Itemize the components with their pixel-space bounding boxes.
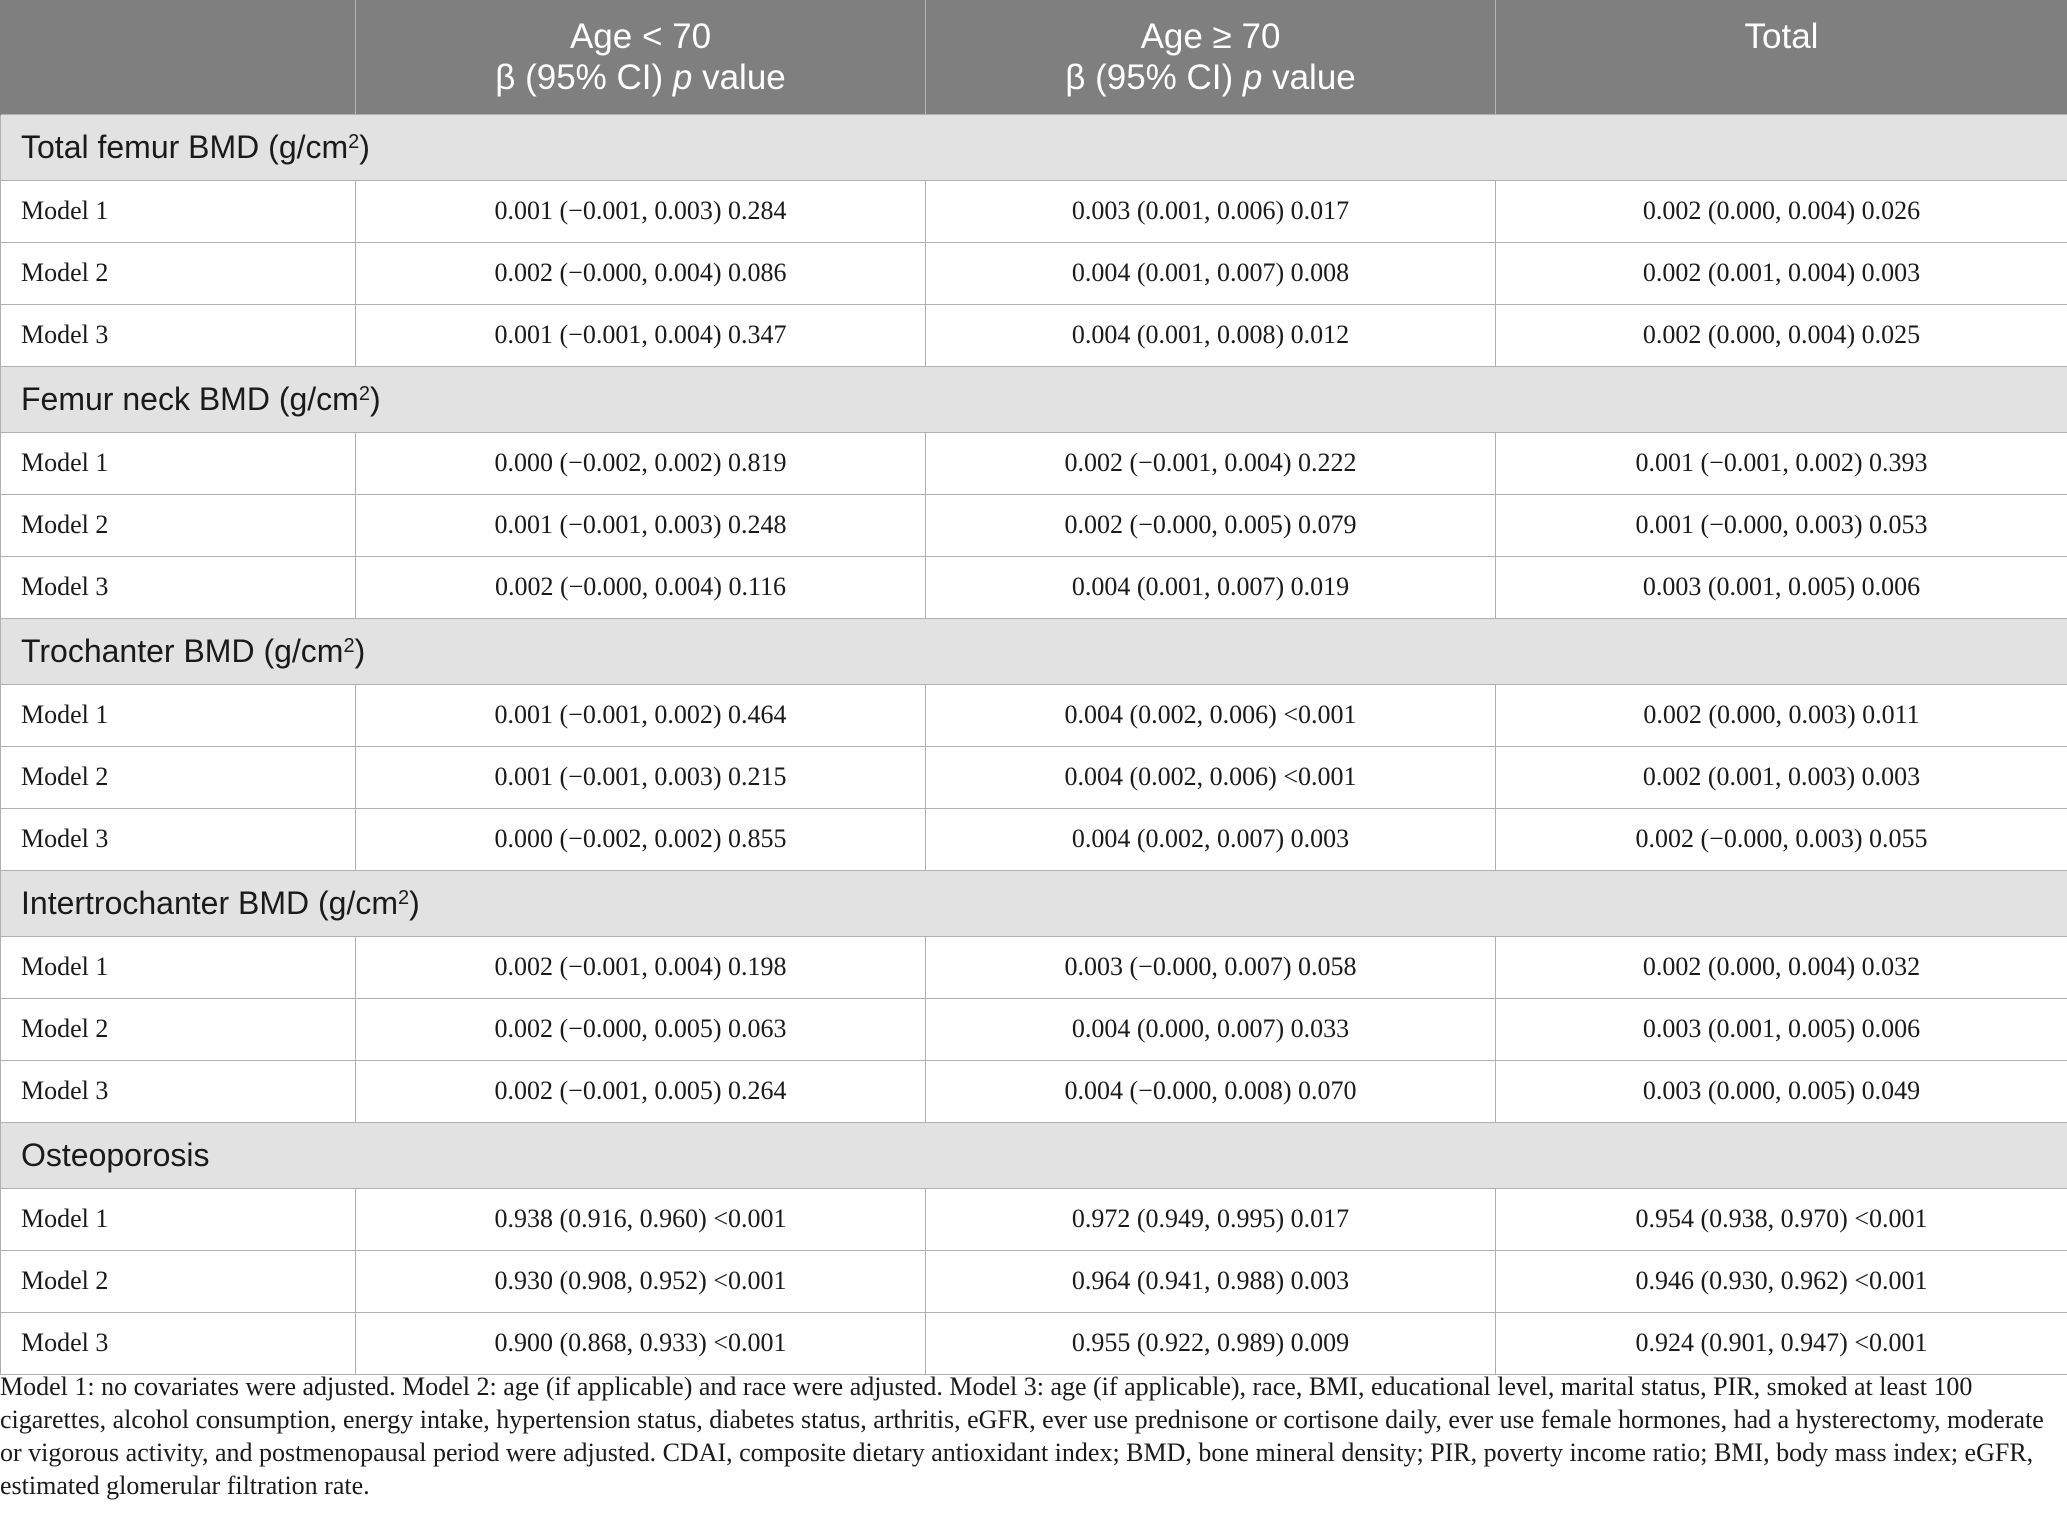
table-row [1, 242, 2067, 304]
age-70-plus-cell: 0.003 (0.001, 0.006) 0.017 [926, 180, 1496, 242]
model-cell: Model 1 [1, 180, 356, 242]
value-label: value [692, 58, 786, 97]
header-age-70-plus [926, 0, 1496, 114]
section-title [1, 114, 2067, 180]
total-cell: 0.002 (0.000, 0.004) 0.026 [1496, 180, 2067, 242]
table-row [1, 494, 2067, 556]
table-header [1, 0, 2067, 114]
age-70-plus-cell: 0.004 (0.002, 0.007) 0.003 [926, 808, 1496, 870]
table-row [1, 936, 2067, 998]
section-title [1, 366, 2067, 432]
header-age-under-70-line2 [364, 57, 917, 98]
section-title-text: Intertrochanter BMD (g/cm [21, 884, 398, 921]
age-70-plus-cell: 0.004 (0.002, 0.006) <0.001 [926, 746, 1496, 808]
table-row [1, 684, 2067, 746]
table-row [1, 180, 2067, 242]
table-row [1, 998, 2067, 1060]
age-under-70-cell: 0.002 (−0.000, 0.005) 0.063 [356, 998, 926, 1060]
table-row [1, 1312, 2067, 1374]
model-cell: Model 3 [1, 808, 356, 870]
total-cell: 0.001 (−0.001, 0.002) 0.393 [1496, 432, 2067, 494]
age-70-plus-cell: 0.004 (0.000, 0.007) 0.033 [926, 998, 1496, 1060]
age-70-plus-cell: 0.004 (−0.000, 0.008) 0.070 [926, 1060, 1496, 1122]
total-cell: 0.954 (0.938, 0.970) <0.001 [1496, 1188, 2067, 1250]
table-footnote: Model 1: no covariates were adjusted. Model 2: age (if applicable) and race were adjusted. Model 3: age (if applicable), race, BMI, educational level, marital status, PIR, smoked at least 100 cigarettes, alcohol consumption, energy intake, hypertension status, diabetes status, arthritis, eGFR, ever use prednisone or cortisone daily, ever use female hormones, had a hysterectomy, moderate or vigorous activity, and postmenopausal period were adjusted. CDAI, composite dietary antioxidant index; BMD, bone mineral density; PIR, poverty income ratio; BMI, body mass index; eGFR, estimated glomerular filtration rate. [0, 1372, 2044, 1500]
section-title-sup: 2 [343, 634, 355, 657]
table-row [1, 304, 2067, 366]
p-italic: p [672, 58, 693, 97]
total-cell: 0.002 (−0.000, 0.003) 0.055 [1496, 808, 2067, 870]
section-title-sup: 2 [398, 886, 410, 909]
section-title [1, 1122, 2067, 1188]
p-italic: p [1242, 58, 1263, 97]
age-70-plus-cell: 0.004 (0.002, 0.006) <0.001 [926, 684, 1496, 746]
table-row [1, 1060, 2067, 1122]
total-cell: 0.002 (0.000, 0.004) 0.025 [1496, 304, 2067, 366]
header-row [1, 0, 2067, 114]
age-under-70-cell: 0.001 (−0.001, 0.003) 0.248 [356, 494, 926, 556]
section-title-text: Osteoporosis [21, 1136, 210, 1173]
age-70-plus-cell: 0.972 (0.949, 0.995) 0.017 [926, 1188, 1496, 1250]
section-header-row [1, 114, 2067, 180]
age-70-plus-cell: 0.955 (0.922, 0.989) 0.009 [926, 1312, 1496, 1374]
section-title-sup: 2 [358, 382, 370, 405]
total-cell: 0.002 (0.001, 0.003) 0.003 [1496, 746, 2067, 808]
section-title-sup: 2 [348, 130, 360, 153]
table-body [1, 114, 2067, 1374]
age-70-plus-cell: 0.003 (−0.000, 0.007) 0.058 [926, 936, 1496, 998]
section-title-close: ) [354, 632, 366, 669]
age-70-plus-cell: 0.964 (0.941, 0.988) 0.003 [926, 1250, 1496, 1312]
age-70-plus-cell: 0.004 (0.001, 0.008) 0.012 [926, 304, 1496, 366]
age-70-plus-cell: 0.004 (0.001, 0.007) 0.019 [926, 556, 1496, 618]
total-cell: 0.002 (0.001, 0.004) 0.003 [1496, 242, 2067, 304]
section-header-row [1, 870, 2067, 936]
header-age-under-70-line1: Age < 70 [569, 17, 712, 56]
model-cell: Model 3 [1, 556, 356, 618]
model-cell: Model 2 [1, 242, 356, 304]
model-cell: Model 1 [1, 1188, 356, 1250]
section-header-row [1, 1122, 2067, 1188]
model-cell: Model 3 [1, 1312, 356, 1374]
header-total [1496, 0, 2067, 114]
total-cell: 0.002 (0.000, 0.003) 0.011 [1496, 684, 2067, 746]
age-under-70-cell: 0.002 (−0.001, 0.004) 0.198 [356, 936, 926, 998]
age-under-70-cell: 0.000 (−0.002, 0.002) 0.855 [356, 808, 926, 870]
table-row [1, 808, 2067, 870]
header-blank-cell [1, 0, 356, 114]
age-under-70-cell: 0.938 (0.916, 0.960) <0.001 [356, 1188, 926, 1250]
total-cell: 0.001 (−0.000, 0.003) 0.053 [1496, 494, 2067, 556]
age-under-70-cell: 0.001 (−0.001, 0.003) 0.284 [356, 180, 926, 242]
section-title-text: Trochanter BMD (g/cm [21, 632, 344, 669]
beta-ci-label: β (95% CI) [1065, 58, 1243, 97]
section-header-row [1, 618, 2067, 684]
total-cell: 0.002 (0.000, 0.004) 0.032 [1496, 936, 2067, 998]
table-row [1, 1250, 2067, 1312]
section-title-close: ) [409, 884, 420, 921]
age-under-70-cell: 0.930 (0.908, 0.952) <0.001 [356, 1250, 926, 1312]
value-label: value [1262, 58, 1356, 97]
age-70-plus-cell: 0.004 (0.001, 0.007) 0.008 [926, 242, 1496, 304]
table-row [1, 746, 2067, 808]
table-row [1, 432, 2067, 494]
model-cell: Model 3 [1, 1060, 356, 1122]
header-total-label: Total [1744, 17, 1819, 56]
total-cell: 0.003 (0.000, 0.005) 0.049 [1496, 1060, 2067, 1122]
section-header-row [1, 366, 2067, 432]
model-cell: Model 3 [1, 304, 356, 366]
total-cell: 0.003 (0.001, 0.005) 0.006 [1496, 556, 2067, 618]
model-cell: Model 1 [1, 684, 356, 746]
age-70-plus-cell: 0.002 (−0.001, 0.004) 0.222 [926, 432, 1496, 494]
section-title [1, 870, 2067, 936]
section-title-close: ) [369, 380, 381, 417]
section-title-text: Femur neck BMD (g/cm [21, 380, 359, 417]
header-age-70-plus-line1: Age ≥ 70 [1140, 17, 1281, 56]
age-70-plus-cell: 0.002 (−0.000, 0.005) 0.079 [926, 494, 1496, 556]
age-under-70-cell: 0.001 (−0.001, 0.003) 0.215 [356, 746, 926, 808]
age-under-70-cell: 0.001 (−0.001, 0.002) 0.464 [356, 684, 926, 746]
age-under-70-cell: 0.000 (−0.002, 0.002) 0.819 [356, 432, 926, 494]
header-age-under-70 [356, 0, 926, 114]
table-row [1, 1188, 2067, 1250]
age-under-70-cell: 0.900 (0.868, 0.933) <0.001 [356, 1312, 926, 1374]
total-cell: 0.946 (0.930, 0.962) <0.001 [1496, 1250, 2067, 1312]
table-row [1, 556, 2067, 618]
model-cell: Model 2 [1, 494, 356, 556]
model-cell: Model 1 [1, 432, 356, 494]
age-under-70-cell: 0.001 (−0.001, 0.004) 0.347 [356, 304, 926, 366]
model-cell: Model 2 [1, 998, 356, 1060]
section-title [1, 618, 2067, 684]
age-under-70-cell: 0.002 (−0.000, 0.004) 0.116 [356, 556, 926, 618]
model-cell: Model 2 [1, 1250, 356, 1312]
section-title-text: Total femur BMD (g/cm [21, 128, 349, 165]
age-under-70-cell: 0.002 (−0.001, 0.005) 0.264 [356, 1060, 926, 1122]
model-cell: Model 2 [1, 746, 356, 808]
total-cell: 0.003 (0.001, 0.005) 0.006 [1496, 998, 2067, 1060]
section-title-close: ) [359, 128, 370, 165]
model-cell: Model 1 [1, 936, 356, 998]
age-under-70-cell: 0.002 (−0.000, 0.004) 0.086 [356, 242, 926, 304]
total-cell: 0.924 (0.901, 0.947) <0.001 [1496, 1312, 2067, 1374]
header-age-70-plus-line2 [934, 57, 1487, 98]
beta-ci-label: β (95% CI) [495, 58, 673, 97]
